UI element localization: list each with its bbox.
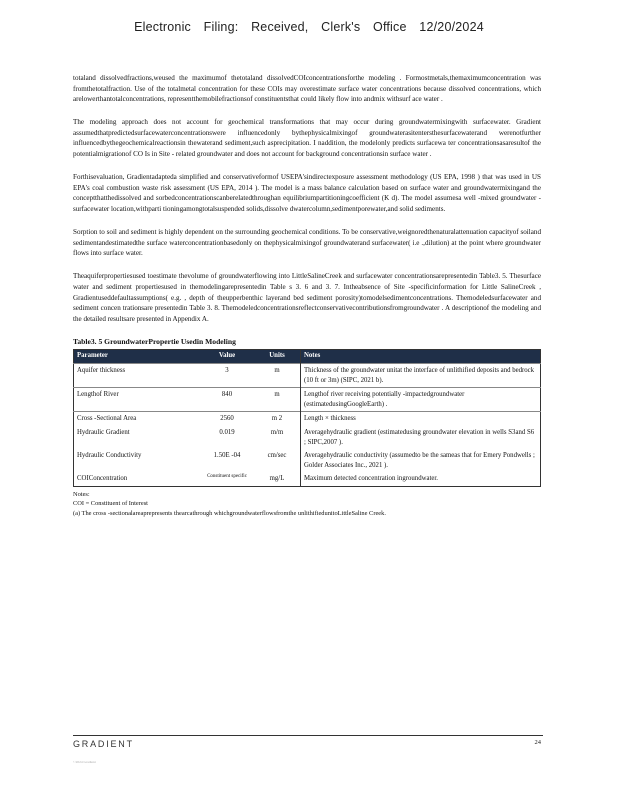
document-body <box>73 73 541 518</box>
cell-parameter: Aquifer thickness <box>74 363 201 387</box>
gradient-logo: GRADIENT <box>73 739 134 749</box>
cell-notes: Lengthof river receiving potentially -impactedgroundwater (estimatedusingGoogleEarth) . <box>301 388 541 412</box>
table-row <box>74 388 541 412</box>
cell-notes: Thickness of the groundwater unitat the interface of unlithified deposits and bedrock (10 ft or 3m) (SIPC, 2021 b). <box>301 363 541 387</box>
table-notes <box>73 490 541 519</box>
cell-value: 2560 <box>200 412 254 426</box>
filing-header: Electronic Filing: Received, Clerk's Office 12/20/2024 <box>134 20 484 34</box>
header-parameter: Parameter <box>74 350 201 364</box>
cell-parameter: Hydraulic Conductivity <box>77 452 142 460</box>
cell-notes: Maximum detected concentration ingroundwater. <box>301 472 541 486</box>
cell-value: 1.50E -04 <box>213 452 241 460</box>
notes-label: Notes: <box>73 490 90 498</box>
cell-units: cm/sec <box>267 452 287 460</box>
table-row <box>74 363 541 387</box>
header-value: Value <box>200 350 254 364</box>
cell-units: m <box>254 388 301 412</box>
paragraph-3: Forthisevaluation, Gradientadapteda simplified and conservativeformof USEPA'sindirectexposure assessment methodology (US EPA, 1998 ) that was used in US EPA's coal combustion waste risk assessment (US EPA, 2014 ). The model is a mass balance calculation based on surface water and groundwatermixingand the conceptthatthedissolved and sorbedconcentrationscanberelatedthroughan equilibriumpartitioningcoefficient (K d). The model assumesa well -mixed groundwater -surfacewater location,withparti tioningamongtotalsuspended solids,dissolve dwatercolumn,sedimentporewater,and solid sediments. <box>73 173 541 213</box>
cell-parameter: Cross -Sectional Area <box>74 412 201 426</box>
cell-notes: Length × thickness <box>301 412 541 426</box>
footer-copyright: ©2024 Gradient <box>73 760 96 764</box>
cell-units: mg/L <box>269 475 285 483</box>
table-row <box>74 472 541 486</box>
cell-units: m/m <box>270 428 284 436</box>
paragraph-4: Sorption to soil and sediment is highly dependent on the surrounding geochemical conditions. To be conservative,weignoredthenaturalattenuation capacityof soiland sedimentandestimatedthe surface waterconcentrationbasedonly on thephysicalmixingof groundwaterand surfacewater( i.e .,dilution) at the point where groundwater flows into surface water. <box>73 228 541 258</box>
header-notes: Notes <box>301 350 541 364</box>
cell-value: 840 <box>200 388 254 412</box>
cell-parameter: Hydraulic Gradient <box>77 428 130 436</box>
cell-value: 3 <box>200 363 254 387</box>
table-title: Table3. 5 GroundwaterPropertie Usedin Modeling <box>73 336 236 346</box>
cell-units: m 2 <box>254 412 301 426</box>
paragraph-2: The modeling approach does not account for geochemical transformations that may occur during groundwatermixingwith surfacewater. Gradient assumedthatpredictedsurfacewaterconcentrationswere influencedonly bythephysicalmixingof groundwaterasitentersthesurfacewaterand werenotfurther influencedbythegeochemicalreactionsin thewaterand sediment,such asprecipitation. I naddition, the modelonly predicts surfacewa ter concentrationsasaresultof the potentialmigrationof CO Is in Site - related groundwater and does not account for background concentrationsin surface water . <box>73 118 541 159</box>
paragraph-1: totaland dissolvedfractions,weused the maximumof thetotaland dissolvedCOIconcentrationsforthe modeling . Formostmetals,themaximumconcentration was fromthetotalfraction. Use of the totalmetal concentration for these COIs may overestimate surface water concentrations because dissolved concentrations, which arelowerthantotalconcentrations, representthemobilefractionsof constituentsthat could likely flow into andmix withsurf ace water . <box>73 74 541 104</box>
cell-value: 0.019 <box>219 428 235 436</box>
cell-parameter: COIConcentration <box>77 475 128 483</box>
notes-coi-definition: COI = Constituent of Interest <box>73 500 148 508</box>
paragraph-5: Theaquiferpropertiesused toestimate thevolume of groundwaterflowing into LittleSalineCreek and surfacewater concentrationsarepresentedin Table3. 5. Thesurface water and sediment propertiesused in themodelingarepresentedin Table s 3. 6 and 3. 7. Intheabsence of Site -specificinformation for Little SalineCreek , Gradientuseddefaultassumptions( e.g. , depth of theupperbenthic layerand bed sediment porosity)tomodelsedimentconcentrations. Themodeledsurfacewater and sediment concen trationsare presentedin Table 3. 8. Themodeledconcentrationsreflectconservativecontributionsfromgroundwater . A descriptionof the modeling and the detailed resultsare presented in Appendix A. <box>73 272 541 323</box>
table-header-row <box>74 350 541 364</box>
table-row <box>74 449 541 472</box>
table-row <box>74 412 541 426</box>
footer-divider <box>73 735 543 736</box>
table-row <box>74 426 541 449</box>
cell-value: Constituent specific <box>207 474 247 480</box>
header-units: Units <box>254 350 301 364</box>
page-number: 24 <box>534 739 541 746</box>
notes-footnote-a: (a) The cross -sectionalareaprepresents thearcathrough whichgroundwaterflowsfromthe unlithifiedunitoLittleSaline Creek. <box>73 509 386 517</box>
groundwater-properties-table <box>73 349 541 487</box>
cell-notes: Averagehydraulic conductivity (assumedto be the sameas that for Emery Pondwells ; Golder Associates Inc., 2021 ). <box>301 449 541 472</box>
cell-units: m <box>254 363 301 387</box>
cell-parameter: Lengthof River <box>74 388 201 412</box>
cell-notes: Averagehydraulic gradient (estimatedusing groundwater elevation in wells S3and S6 ; SIPC,2007 ). <box>301 426 541 449</box>
